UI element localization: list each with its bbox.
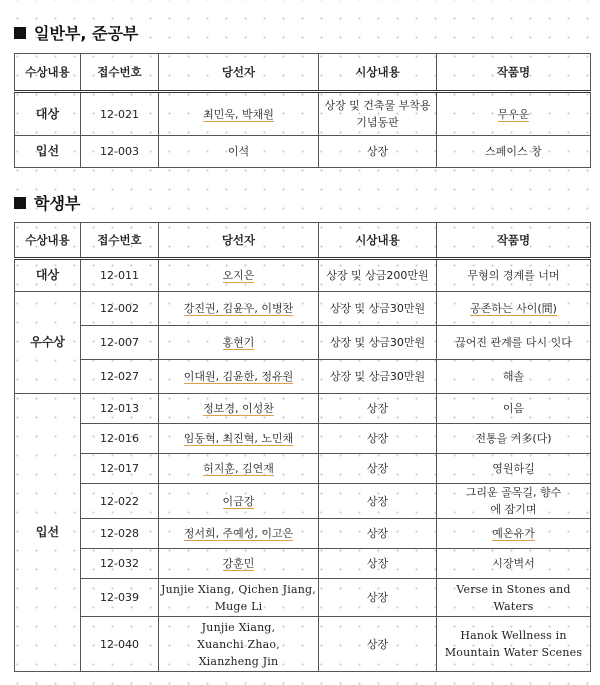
award-cell: 입선 [15, 394, 81, 672]
table-header-row [15, 223, 591, 259]
winners-text: 정서희, 주예성, 이고은 [183, 527, 294, 540]
table-row [15, 259, 591, 292]
table-row [15, 549, 591, 579]
work-cell: 시장벽서 [437, 549, 591, 579]
winners-cell [159, 326, 319, 360]
winners-cell [159, 292, 319, 326]
table-row [15, 136, 591, 168]
winners-text: 허지훈, 김연재 [203, 462, 274, 475]
prize-cell: 상장 및 상금30만원 [319, 326, 437, 360]
prize-cell: 상장 및 건축물 부착용 기념동판 [319, 92, 437, 136]
work-cell: Hanok Wellness in Mountain Water Scenes [437, 617, 591, 672]
winners-cell [159, 454, 319, 484]
winners-cell: Junjie Xiang, Xuanchi Zhao, Xianzheng Jin [159, 617, 319, 672]
table-row [15, 617, 591, 672]
number-cell: 12-011 [81, 259, 159, 292]
winners-cell [159, 360, 319, 394]
header-winners: 당선자 [159, 223, 319, 259]
work-cell [437, 519, 591, 549]
prize-cell: 상장 및 상금30만원 [319, 360, 437, 394]
number-cell: 12-032 [81, 549, 159, 579]
header-winners: 당선자 [159, 54, 319, 92]
prize-cell: 상장 [319, 394, 437, 424]
prize-cell: 상장 [319, 454, 437, 484]
header-prize: 시상내용 [319, 54, 437, 92]
table-row [15, 326, 591, 360]
number-cell: 12-028 [81, 519, 159, 549]
prize-cell: 상장 [319, 549, 437, 579]
number-cell: 12-002 [81, 292, 159, 326]
work-cell: 그리운 골목길, 향수에 잠기며 [437, 484, 591, 519]
winners-cell [159, 549, 319, 579]
prize-cell: 상장 [319, 484, 437, 519]
header-award: 수상내용 [15, 54, 81, 92]
table-row [15, 92, 591, 136]
winners-text: 정보경, 이성찬 [203, 402, 274, 415]
winners-cell: 이석 [159, 136, 319, 168]
winners-text: 최민욱, 박채원 [203, 107, 274, 121]
winners-text: 임동혁, 최진혁, 노민채 [183, 432, 294, 445]
winners-cell [159, 424, 319, 454]
winners-cell [159, 519, 319, 549]
table-header-row [15, 54, 591, 92]
number-cell: 12-017 [81, 454, 159, 484]
work-cell: 무형의 경계를 너머 [437, 259, 591, 292]
work-cell [437, 92, 591, 136]
header-number: 접수번호 [81, 223, 159, 259]
table-row [15, 360, 591, 394]
winners-text: 이대원, 김윤한, 정유원 [183, 370, 294, 383]
section-title-student [14, 191, 80, 214]
work-cell: Verse in Stones and Waters [437, 579, 591, 617]
table-row [15, 454, 591, 484]
section-title-text: 학생부 [34, 194, 81, 213]
work-cell [437, 292, 591, 326]
work-text: 공존하는 사이(間) [470, 302, 557, 315]
student-table [14, 222, 591, 672]
table-row [15, 394, 591, 424]
work-cell: 스페이스 창 [437, 136, 591, 168]
table-row [15, 484, 591, 519]
winners-cell [159, 394, 319, 424]
work-text: 무우운 [497, 107, 530, 121]
winners-cell: Junjie Xiang, Qichen Jiang, Muge Li [159, 579, 319, 617]
table-row [15, 579, 591, 617]
prize-cell: 상장 및 상금30만원 [319, 292, 437, 326]
award-cell: 대상 [15, 92, 81, 136]
header-number: 접수번호 [81, 54, 159, 92]
prize-cell: 상장 [319, 617, 437, 672]
number-cell: 12-016 [81, 424, 159, 454]
work-cell: 해솔 [437, 360, 591, 394]
number-cell: 12-013 [81, 394, 159, 424]
prize-cell: 상장 [319, 424, 437, 454]
work-cell: 전통을 켜多(다) [437, 424, 591, 454]
prize-cell: 상장 [319, 519, 437, 549]
header-work: 작품명 [437, 54, 591, 92]
number-cell: 12-021 [81, 92, 159, 136]
number-cell: 12-040 [81, 617, 159, 672]
work-cell: 끊어진 관계를 다시 잇다 [437, 326, 591, 360]
table-row [15, 424, 591, 454]
square-bullet-icon [14, 27, 26, 39]
award-cell: 우수상 [15, 292, 81, 394]
work-text: 예온유가 [492, 527, 535, 540]
winners-cell [159, 92, 319, 136]
work-cell: 이음 [437, 394, 591, 424]
number-cell: 12-007 [81, 326, 159, 360]
number-cell: 12-003 [81, 136, 159, 168]
winners-text: 강훈민 [222, 557, 255, 570]
work-cell: 영원하길 [437, 454, 591, 484]
winners-text: 오지은 [222, 269, 255, 282]
number-cell: 12-027 [81, 360, 159, 394]
winners-cell [159, 259, 319, 292]
header-prize: 시상내용 [319, 223, 437, 259]
winners-text: 이금강 [222, 494, 255, 508]
square-bullet-icon [14, 197, 26, 209]
prize-cell: 상장 및 상금200만원 [319, 259, 437, 292]
number-cell: 12-022 [81, 484, 159, 519]
section-title-text: 일반부, 준공부 [34, 24, 139, 43]
prize-cell: 상장 [319, 579, 437, 617]
table-row [15, 292, 591, 326]
header-work: 작품명 [437, 223, 591, 259]
winners-cell [159, 484, 319, 519]
header-award: 수상내용 [15, 223, 81, 259]
section-title-general [14, 21, 138, 44]
prize-cell: 상장 [319, 136, 437, 168]
general-table [14, 53, 591, 168]
number-cell: 12-039 [81, 579, 159, 617]
award-cell: 대상 [15, 259, 81, 292]
award-cell: 입선 [15, 136, 81, 168]
winners-text: 강진권, 김윤우, 이병찬 [183, 302, 294, 315]
winners-text: 홍현기 [222, 336, 255, 349]
table-row [15, 519, 591, 549]
